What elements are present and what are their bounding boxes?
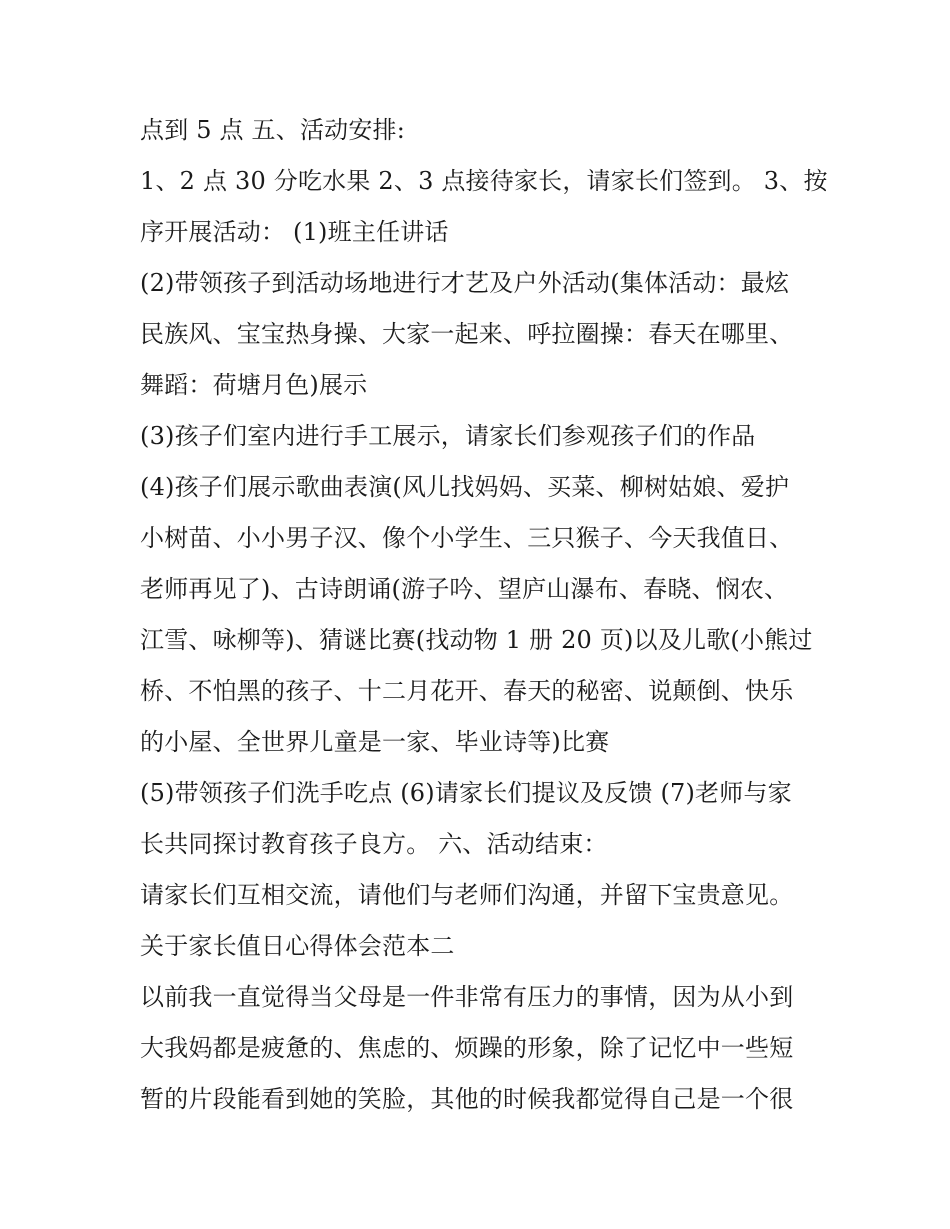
- text-line: 民族风、宝宝热身操、大家一起来、呼拉圈操：春天在哪里、: [140, 320, 794, 348]
- text-line: (5)带领孩子们洗手吃点 (6)请家长们提议及反馈 (7)老师与家: [140, 779, 792, 807]
- section-heading: 关于家长值日心得体会范本二: [140, 932, 455, 960]
- text-line: 请家长们互相交流，请他们与老师们沟通，并留下宝贵意见。: [140, 881, 794, 909]
- text-line: 的小屋、全世界儿童是一家、毕业诗等)比赛: [140, 728, 610, 756]
- text-line: 舞蹈：荷塘月色)展示: [140, 371, 368, 399]
- text-line: 长共同探讨教育孩子良方。 六、活动结束：: [140, 830, 608, 858]
- text-line: 老师再见了)、古诗朗诵(游子吟、望庐山瀑布、春晓、悯农、: [140, 575, 789, 603]
- text-line: 大我妈都是疲惫的、焦虑的、烦躁的形象，除了记忆中一些短: [140, 1034, 794, 1062]
- document-body: [140, 109, 828, 1129]
- text-line: 小树苗、小小男子汉、像个小学生、三只猴子、今天我值日、: [140, 524, 794, 552]
- text-line: (3)孩子们室内进行手工展示，请家长们参观孩子们的作品: [140, 422, 756, 450]
- text-line: 江雪、咏柳等)、猜谜比赛(找动物 1 册 20 页)以及儿歌(小熊过: [140, 626, 813, 654]
- text-line: (2)带领孩子到活动场地进行才艺及户外活动(集体活动：最炫: [140, 269, 790, 297]
- text-line: 序开展活动： (1)班主任讲话: [140, 218, 449, 246]
- text-line: (4)孩子们展示歌曲表演(风儿找妈妈、买菜、柳树姑娘、爱护: [140, 473, 790, 501]
- text-line: 暂的片段能看到她的笑脸，其他的时候我都觉得自己是一个很: [140, 1085, 794, 1113]
- text-line: 点到 5 点 五、活动安排:: [140, 116, 406, 144]
- text-line: 1、2 点 30 分吃水果 2、3 点接待家长，请家长们签到。 3、按: [140, 167, 828, 195]
- text-line: 桥、不怕黑的孩子、十二月花开、春天的秘密、说颠倒、快乐: [140, 677, 794, 705]
- text-line: 以前我一直觉得当父母是一件非常有压力的事情，因为从小到: [140, 983, 794, 1011]
